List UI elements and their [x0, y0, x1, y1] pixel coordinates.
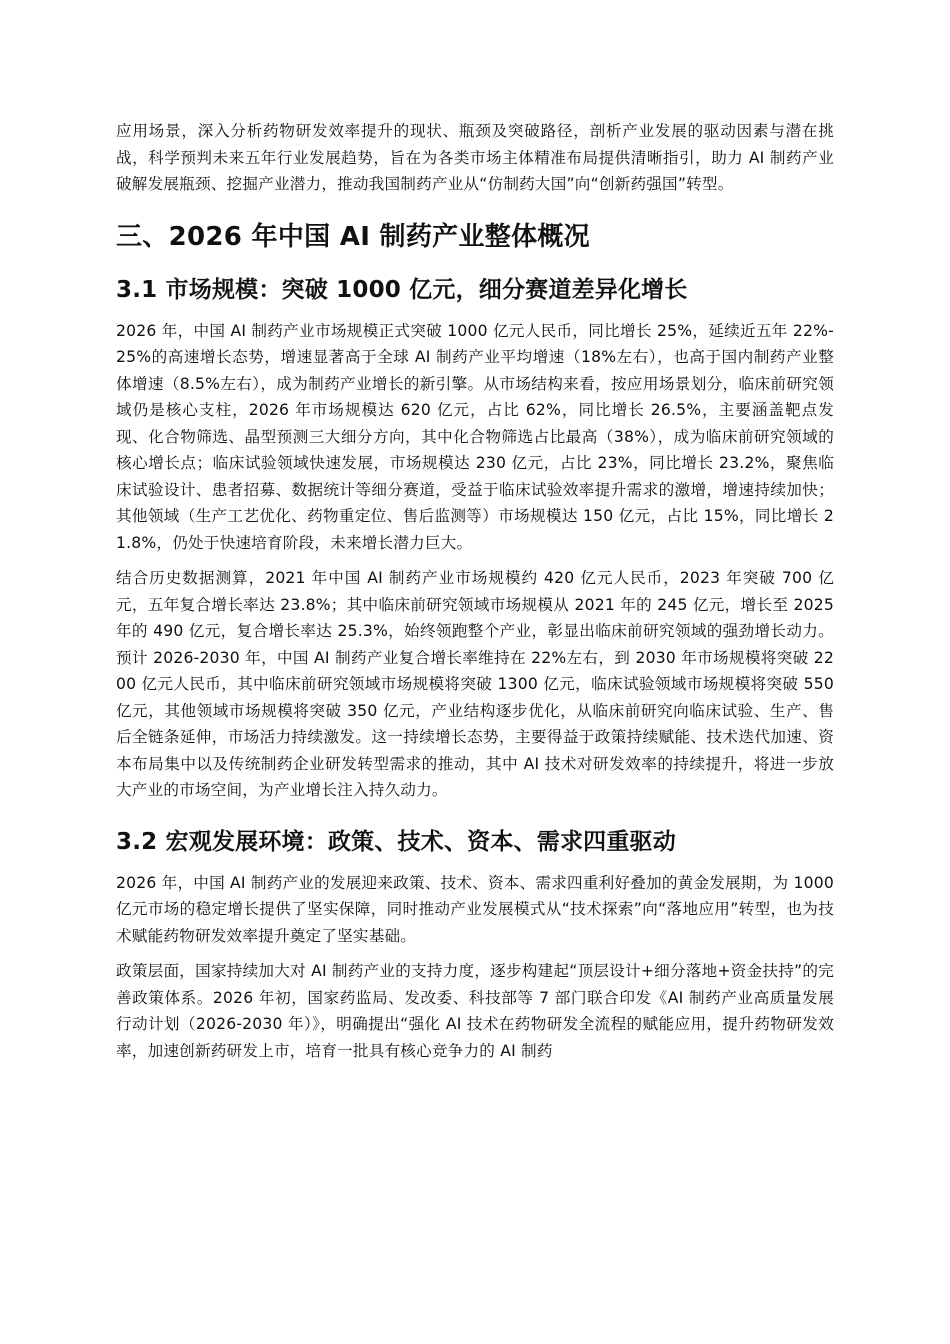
market-size-paragraph-1: 2026 年，中国 AI 制药产业市场规模正式突破 1000 亿元人民币，同比增长 25%，延续近五年 22%-25%的高速增长态势，增速显著高于全球 AI 制药产业平均增速（18%左右），也高于国内制药产业整体增速（8.5%左右），成为制药产业增长的新引擎。从市场结构来看，按应用场景划分，临床前研究领域仍是核心支柱，2026 年市场规模达 620 亿元，占比 62%，同比增长 26.5%，主要涵盖靶点发现、化合物筛选、晶型预测三大细分方向，其中化合物筛选占比最高（38%），成为临床前研究领域的核心增长点；临床试验领域快速发展，市场规模达 230 亿元，占比 23%，同比增长 23.2%，聚焦临床试验设计、患者招募、数据统计等细分赛道，受益于临床试验效率提升需求的激增，增速持续加快；其他领域（生产工艺优化、药物重定位、售后监测等）市场规模达 150 亿元，占比 15%，同比增长 21.8%，仍处于快速培育阶段，未来增长潜力巨大。 — [116, 321, 834, 552]
document-page — [116, 118, 834, 1073]
section-title: 三、2026 年中国 AI 制药产业整体概况 — [116, 221, 590, 252]
intro-paragraph: 应用场景，深入分析药物研发效率提升的现状、瓶颈及突破路径，剖析产业发展的驱动因素与潜在挑战，科学预判未来五年行业发展趋势，旨在为各类市场主体精准布局提供清晰指引，助力 AI 制药产业破解发展瓶颈、挖掘产业潜力，推动我国制药产业从“仿制药大国”向“创新药强国”转型。 — [116, 122, 834, 193]
macro-environment-paragraph-2: 政策层面，国家持续加大对 AI 制药产业的支持力度，逐步构建起“顶层设计+细分落地+资金扶持”的完善政策体系。2026 年初，国家药监局、发改委、科技部等 7 部门联合印发《AI 制药产业高质量发展行动计划（2026-2030 年）》，明确提出“强化 AI 技术在药物研发全流程的赋能应用，提升药物研发效率，加速创新药研发上市，培育一批具有核心竞争力的 AI 制药 — [116, 962, 834, 1060]
subsection-title-macro-environment: 3.2 宏观发展环境：政策、技术、资本、需求四重驱动 — [116, 828, 676, 855]
market-size-paragraph-2: 结合历史数据测算，2021 年中国 AI 制药产业市场规模约 420 亿元人民币，2023 年突破 700 亿元，五年复合增长率达 23.8%；其中临床前研究领域市场规模从 2021 年的 245 亿元，增长至 2025 年的 490 亿元，复合增长率达 25.3%，始终领跑整个产业，彰显出临床前研究领域的强劲增长动力。预计 2026-2030 年，中国 AI 制药产业复合增长率维持在 22%左右，到 2030 年市场规模将突破 2200 亿元人民币，其中临床前研究领域市场规模将突破 1300 亿元，临床试验领域市场规模将突破 550 亿元，其他领域市场规模将突破 350 亿元，产业结构逐步优化，从临床前研究向临床试验、生产、售后全链条延伸，市场活力持续激发。这一持续增长态势，主要得益于政策持续赋能、技术迭代加速、资本布局集中以及传统制药企业研发转型需求的推动，其中 AI 技术对研发效率的持续提升，将进一步放大产业的市场空间，为产业增长注入持久动力。 — [116, 569, 834, 799]
macro-environment-paragraph-1: 2026 年，中国 AI 制药产业的发展迎来政策、技术、资本、需求四重利好叠加的黄金发展期，为 1000 亿元市场的稳定增长提供了坚实保障，同时推动产业发展模式从“技术探索”向“落地应用”转型，也为技术赋能药物研发效率提升奠定了坚实基础。 — [116, 873, 834, 945]
subsection-title-market-size: 3.1 市场规模：突破 1000 亿元，细分赛道差异化增长 — [116, 276, 688, 303]
